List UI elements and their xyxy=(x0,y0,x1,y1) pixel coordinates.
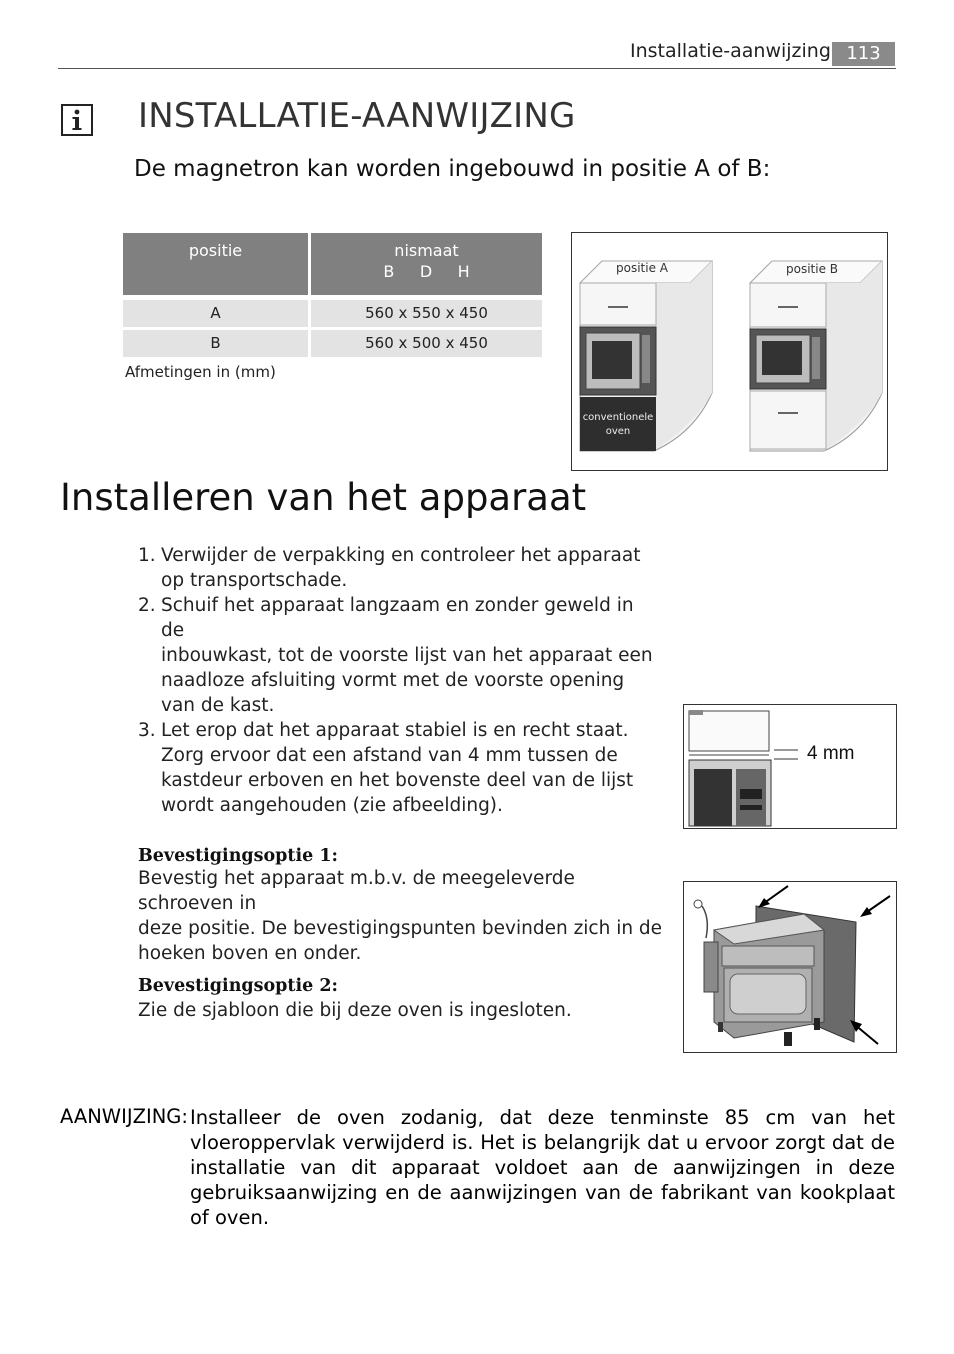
note-label: AANWIJZING: xyxy=(60,1105,188,1128)
page-number: 113 xyxy=(832,42,895,66)
install-heading: Installeren van het apparaat xyxy=(60,476,587,519)
install-steps xyxy=(138,543,658,818)
table-header-position: positie xyxy=(123,233,308,295)
cabinet-b-illustration xyxy=(750,261,882,451)
gap-4mm-figure xyxy=(683,704,897,829)
gap-label: 4 mm xyxy=(807,743,855,764)
step-2: 2. Schuif het apparaat langzaam en zonder geweld in de inbouwkast, tot de voorste lijst van het apparaat een naadloze afsluiting vormt met de voorste opening van de kast. xyxy=(138,595,653,716)
niche-dimensions-table xyxy=(123,233,542,358)
cabinet-positions-figure xyxy=(571,232,888,471)
running-header: Installatie-aanwijzing xyxy=(630,40,831,62)
option-1-text: Bevestig het apparaat m.b.v. de meegeleverde schroeven in deze positie. De bevestigingspunten bevinden zich in de hoeken boven en onder. xyxy=(138,868,663,964)
option-1-heading: Bevestigingsoptie 1: xyxy=(138,846,339,866)
note-text: Installeer de oven zodanig, dat deze tenminste 85 cm van het vloeroppervlak verwijderd is. Het is belangrijk dat u ervoor zorgt dat de installatie van dit apparaat voldoet aan de aanwijzingen in deze gebruiksaanwijzing en de aanwijzingen van de fabrikant van kookplaat of oven. xyxy=(190,1106,895,1229)
option-2-text: Zie de sjabloon die bij deze oven is ingesloten. xyxy=(138,1000,572,1021)
label-conventional-oven: conventionele oven xyxy=(582,412,654,437)
section-title: INSTALLATIE-AANWIJZING xyxy=(138,96,576,136)
info-icon xyxy=(61,104,93,136)
label-position-b: positie B xyxy=(786,262,839,276)
table-row-b-size: 560 x 500 x 450 xyxy=(311,330,542,357)
fixing-option-2 xyxy=(138,976,668,1023)
header-rule xyxy=(58,68,896,69)
section-subtitle: De magnetron kan worden ingebouwd in positie A of B: xyxy=(134,156,771,182)
table-note: Afmetingen in (mm) xyxy=(125,363,276,381)
table-row-a-position: A xyxy=(123,300,308,327)
table-row-a-size: 560 x 550 x 450 xyxy=(311,300,542,327)
option-2-heading: Bevestigingsoptie 2: xyxy=(138,976,339,996)
mounting-screws-figure xyxy=(683,881,897,1053)
table-row-b-position: B xyxy=(123,330,308,357)
table-header-niche: nismaat B D H xyxy=(311,233,542,295)
fixing-option-1 xyxy=(138,846,668,966)
step-1: 1. Verwijder de verpakking en controleer het apparaat op transportschade. xyxy=(138,545,641,591)
label-position-a: positie A xyxy=(616,261,668,275)
step-3: 3. Let erop dat het apparaat stabiel is en recht staat. Zorg ervoor dat een afstand van 4 mm tussen de kastdeur erboven en het bovenste deel van de lijst wordt aangehouden (zie afbeelding). xyxy=(138,720,634,816)
